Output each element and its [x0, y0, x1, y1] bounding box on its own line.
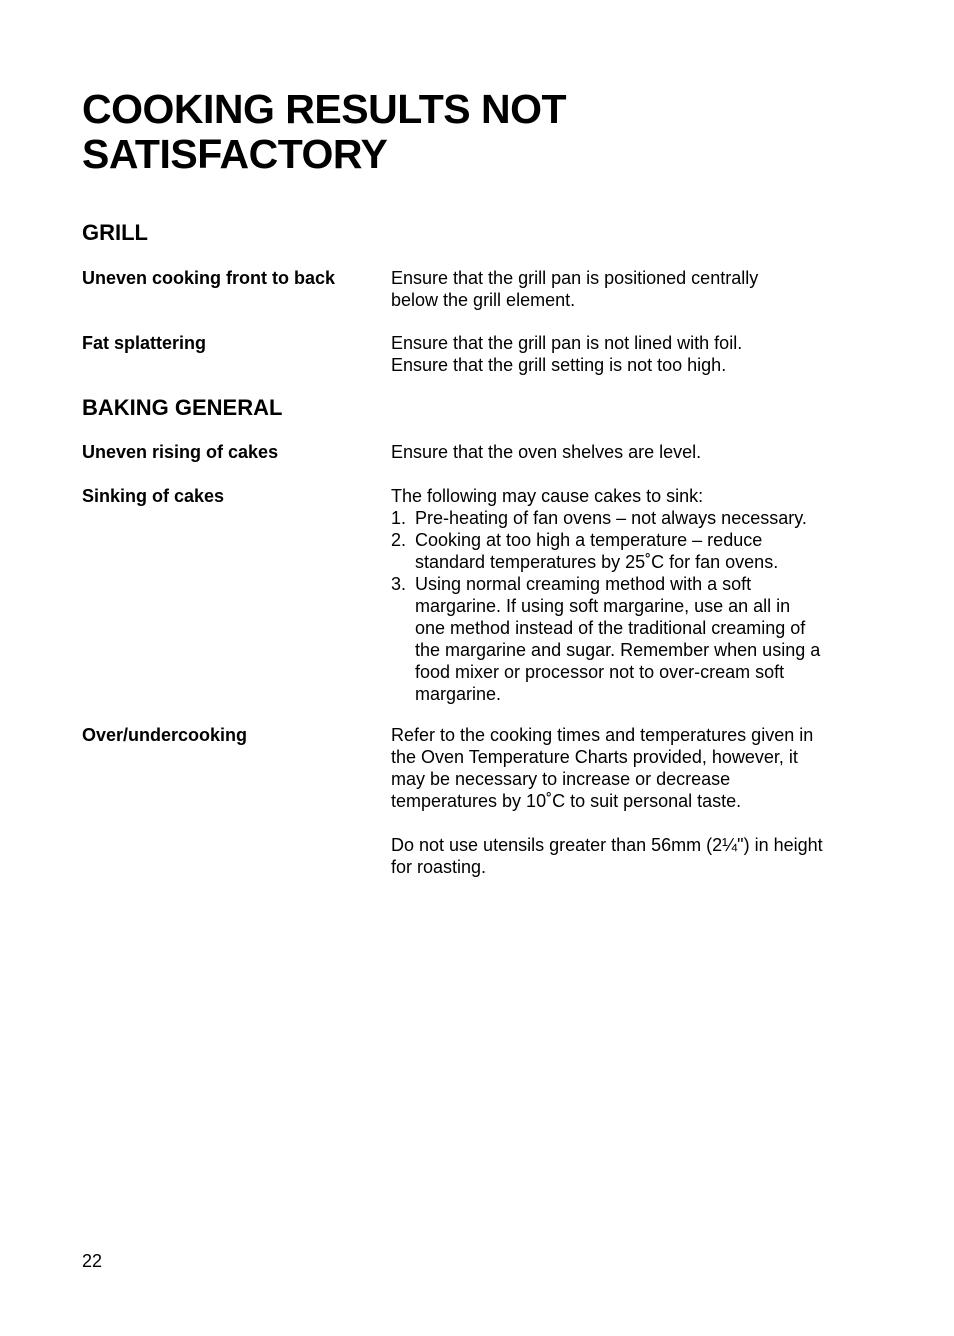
remedy-line: for roasting.: [391, 857, 487, 877]
remedy-text: [391, 485, 871, 705]
list-item-line: food mixer or processor not to over-cream soft: [415, 662, 785, 682]
remedy-line: Refer to the cooking times and temperatures given in: [391, 725, 814, 745]
paragraph-gap: [391, 812, 871, 834]
page-title-line-1: COOKING RESULTS NOT: [82, 86, 567, 132]
remedy-line: the Oven Temperature Charts provided, however, it: [391, 747, 798, 767]
list-item-line: margarine.: [415, 684, 502, 704]
remedy-line: Ensure that the grill pan is not lined with foil.: [391, 333, 743, 353]
remedy-line: temperatures by 10˚C to suit personal taste.: [391, 791, 742, 811]
page-title: [82, 87, 782, 177]
list-item-line: standard temperatures by 25˚C for fan ovens.: [415, 552, 779, 572]
remedy-text: [391, 441, 871, 463]
issue-label: Uneven cooking front to back: [82, 268, 336, 288]
remedy-intro: The following may cause cakes to sink:: [391, 486, 704, 506]
list-item-line: Pre-heating of fan ovens – not always necessary.: [415, 508, 807, 528]
list-item-line: Using normal creaming method with a soft: [415, 574, 752, 594]
remedy-line: may be necessary to increase or decrease: [391, 769, 731, 789]
list-item-line: margarine. If using soft margarine, use an all in: [415, 596, 791, 616]
list-item: [391, 573, 871, 705]
list-item-number: 2.: [391, 530, 407, 550]
list-item-line: the margarine and sugar. Remember when using a: [415, 640, 821, 660]
remedy-line: Do not use utensils greater than 56mm (2¼") in height: [391, 835, 823, 855]
list-item: [391, 507, 871, 529]
list-item-line: one method instead of the traditional creaming of: [415, 618, 806, 638]
remedy-text: [391, 332, 871, 376]
remedy-line: Ensure that the grill setting is not too high.: [391, 355, 727, 375]
list-item: [391, 529, 871, 573]
remedy-line: Ensure that the oven shelves are level.: [391, 442, 702, 462]
list-item-number: 1.: [391, 508, 407, 528]
section-heading-baking-general: BAKING GENERAL: [82, 395, 283, 420]
section-heading-grill: GRILL: [82, 220, 148, 245]
issue-label: Sinking of cakes: [82, 486, 225, 506]
issue-label: Fat splattering: [82, 333, 207, 353]
remedy-line: Ensure that the grill pan is positioned centrally: [391, 268, 759, 288]
list-item-line: Cooking at too high a temperature – reduce: [415, 530, 763, 550]
remedy-line: below the grill element.: [391, 290, 576, 310]
issue-label: Uneven rising of cakes: [82, 442, 279, 462]
page-title-line-2: SATISFACTORY: [82, 131, 388, 177]
remedy-text: [391, 724, 871, 878]
list-item-number: 3.: [391, 574, 407, 594]
cause-list: [391, 507, 871, 705]
issue-label: Over/undercooking: [82, 725, 248, 745]
page-number: 22: [82, 1251, 103, 1271]
remedy-text: [391, 267, 871, 311]
